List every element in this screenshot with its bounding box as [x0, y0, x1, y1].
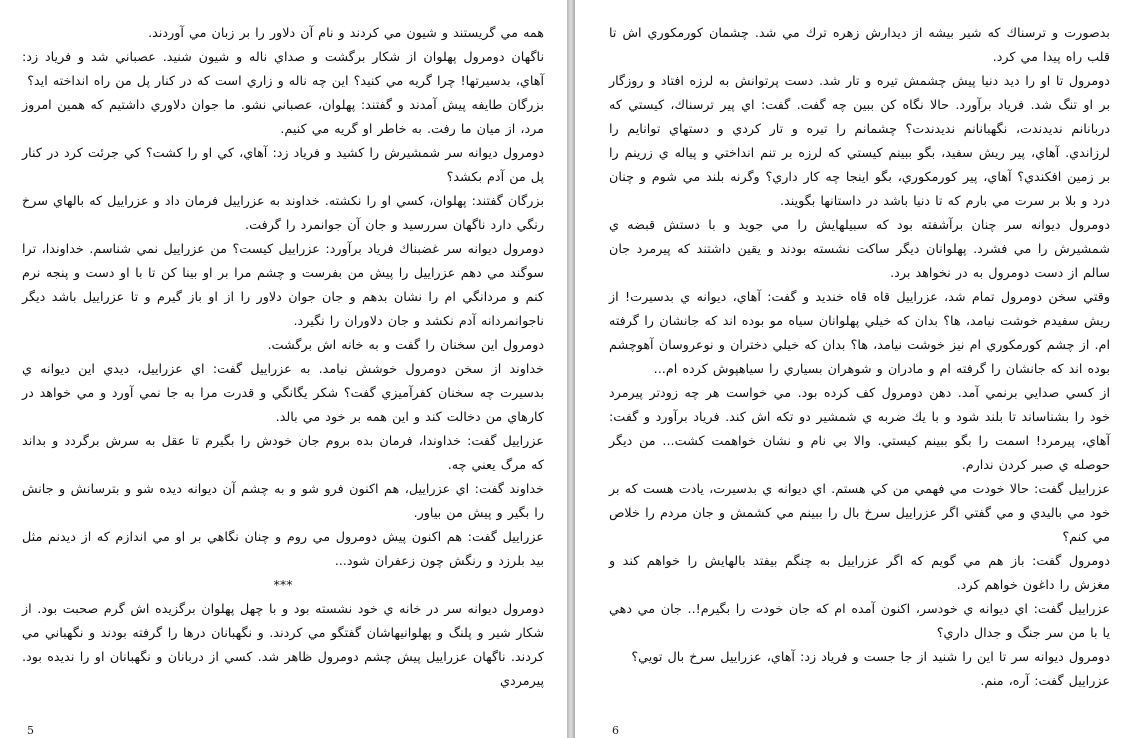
left-page-number: 5 [27, 724, 34, 737]
page-gutter [567, 0, 575, 738]
paragraph: بزرگان گفتند: پهلوان، كسي او را نكشته. خداوند به عزراييل فرمان داد و عزراييل كه بالهاي سرخ رنگي دارد ناگهان سررسيد و جان آن جوانمرد را گرفت. [22, 194, 544, 233]
paragraph: دومرول اين سخنان را گفت و به خانه اش برگشت. [267, 338, 544, 353]
paragraph: ناگهان دومرول پهلوان از شكار برگشت و صداي ناله و شيون شنيد. عصباني شد و فرياد زد: آهاي، بدسيرتها! چرا گريه مي كنيد؟ اين چه ناله و زاري است كه در كنار پل من راه انداخته ايد؟ [22, 50, 544, 89]
paragraph: وقتي سخن دومرول تمام شد، عزراييل قاه قاه خنديد و گفت: آهاي، ديوانه ي بدسيرت! از ريش سفيدم خوشت نيامد، ها؟ بدان كه خيلي پهلوانان سياه مو بوده اند كه جانشان را گرفته ام. از چشم كورمكوري ام نيز خوشت نيامد، ها؟ بدان كه خيلي دختران و نوعروسان آهوچشم بوده اند كه جانشان را گرفته ام و مادران و شوهران بسياري را سياهپوش كرده ام... [609, 290, 1110, 377]
paragraph: عزراييل گفت: خداوندا، فرمان بده بروم جان خودش را بگيرم تا عقل به سرش برگردد و بداند كه مرگ يعني چه. [22, 434, 544, 473]
right-page-number: 6 [612, 724, 619, 737]
right-page [575, 0, 1135, 738]
paragraph: بزرگان طايفه پيش آمدند و گفتند: پهلوان، عصباني نشو. ما جوان دلاوري داشتيم كه همين امروز مرد، از ميان ما رفت. به خاطر او گريه مي كنيم. [22, 98, 544, 137]
paragraph: عزراييل گفت: اي ديوانه ي خودسر، اكنون آمده ام كه جان خودت را بگيرم!.. جان مي دهي يا با من سر جنگ و جدال داري؟ [609, 602, 1110, 641]
section-separator: *** [273, 578, 293, 593]
paragraph: خداوند گفت: اي عزراييل، هم اكنون فرو شو و به چشم آن ديوانه ديده شو و بترسانش و جانش را بگير و پيش من بياور. [22, 482, 544, 521]
right-page-text [609, 22, 1110, 694]
paragraph: دومرول ديوانه سر غضبناك فرياد برآورد: عزراييل كيست؟ من عزراييل نمي شناسم. خداوندا، ترا سوگند مي دهم عزراييل را پيش من بفرست و چشم مرا بر او بينا كن تا با او دست و پنجه نرم كنم و مردانگي ام را نشان بدهم و جان جوان دلاور را از او باز گيرم و تا عزراييل باشد ديگر ناجوانمردانه آدم نكشد و جان دلاوران را نگيرد. [22, 242, 544, 329]
left-page [0, 0, 567, 738]
paragraph: دومرول گفت: باز هم مي گويم كه اگر عزراييل به چنگم بيفتد بالهايش را خواهم كند و مغزش را داغون خواهم كرد. [609, 554, 1110, 593]
left-page-text [22, 22, 544, 694]
paragraph: عزراييل گفت: حالا خودت مي فهمي من كي هستم. اي ديوانه ي بدسيرت، يادت هست كه بر خود مي باليدي و مي گفتي اگر عزراييل سرخ بال را ببينم مي كشمش و جان مردم را خلاص مي كنم؟ [609, 482, 1110, 545]
paragraph: عزراييل گفت: هم اكنون پيش دومرول مي روم و چنان نگاهي بر او مي اندازم كه از ديدنم مثل بيد بلرزد و رنگش چون زعفران شود... [22, 530, 544, 569]
paragraph: دومرول ديوانه سر چنان برآشفته بود كه سبيلهايش را مي جويد و با دستش قبضه ي شمشيرش را مي فشرد. پهلوانان ديگر ساكت نشسته بودند و يقين داشتند كه پيرمرد جان سالم از دست دومرول به در نخواهد برد. [609, 218, 1110, 281]
paragraph: بدصورت و ترسناك كه شير بيشه از ديدارش زهره ترك مي شد. چشمان كورمكوري اش تا قلب راه پيدا مي كرد. [609, 26, 1110, 65]
paragraph: دومرول ديوانه سر در خانه ي خود نشسته بود و با چهل پهلوان برگزيده اش گرم صحبت بود. از شكار شير و پلنگ و پهلوانيهاشان گفتگو مي كردند. و نگهبانان درها را گرفته بودند و نگهباني مي كردند. ناگهان عزراييل پيش چشم دومرول ظاهر شد. كسي از دربانان و نگهبانان او را نديده بود. پيرمردي [22, 602, 544, 689]
paragraph: خداوند از سخن دومرول خوشش نيامد. به عزراييل گفت: اي عزراييل، ديدي اين ديوانه ي بدسيرت چه سخنان كفرآميزي گفت؟ شكر يگانگي و قدرت مرا به جا نمي آورد و مي خواهد در كارهاي من دخالت كند و اين همه بر خود مي بالد. [22, 362, 544, 425]
paragraph: از كسي صدايي برنمي آمد. دهن دومرول كف كرده بود. مي خواست هر چه زودتر پيرمرد خود را بشناساند تا بلند شود و با يك ضربه ي شمشير دو تكه اش كند. فرياد برآورد و گفت: آهاي، پيرمرد! اسمت را بگو ببينم كيستي. والا بي نام و نشان خواهمت كشت... من ديگر حوصله ي صبر كردن ندارم. [609, 386, 1110, 473]
paragraph: دومرول ديوانه سر تا اين را شنيد از جا جست و فرياد زد: آهاي، عزراييل سرخ بال تويي؟ [631, 650, 1110, 665]
paragraph: دومرول ديوانه سر شمشيرش را كشيد و فرياد زد: آهاي، كي او را كشت؟ كي جرئت كرد در كنار پل من آدم بكشد؟ [22, 146, 544, 185]
paragraph: همه مي گريستند و شيون مي كردند و نام آن دلاور را بر زبان مي آوردند. [148, 26, 544, 41]
paragraph: دومرول تا او را ديد دنيا پيش چشمش تيره و تار شد. دست پرتوانش به لرزه افتاد و روزگار بر او تنگ شد. فرياد برآورد. حالا نگاه كن ببين چه گفت. گفت: اي پير ترسناك، كيستي كه دربانانم نديدندت، نگهبانانم نديدندت؟ چشمانم را تيره و تار كردي و دستهاي توانايم را لرزاندي. آهاي، پير ريش سفيد، بگو ببينم كيستي كه لرزه بر تنم انداختي و پياله ي زرينم را بر زمين افكندي؟ آهاي، پير كورمكوري، بگو اينجا چه كار داري؟ وگرنه بلند مي شوم و چنان درد و بلا بر سرت مي بارم كه تا دنيا باشد در داستانها بگويند. [609, 74, 1110, 209]
paragraph: عزراييل گفت: آره، منم. [980, 674, 1110, 689]
